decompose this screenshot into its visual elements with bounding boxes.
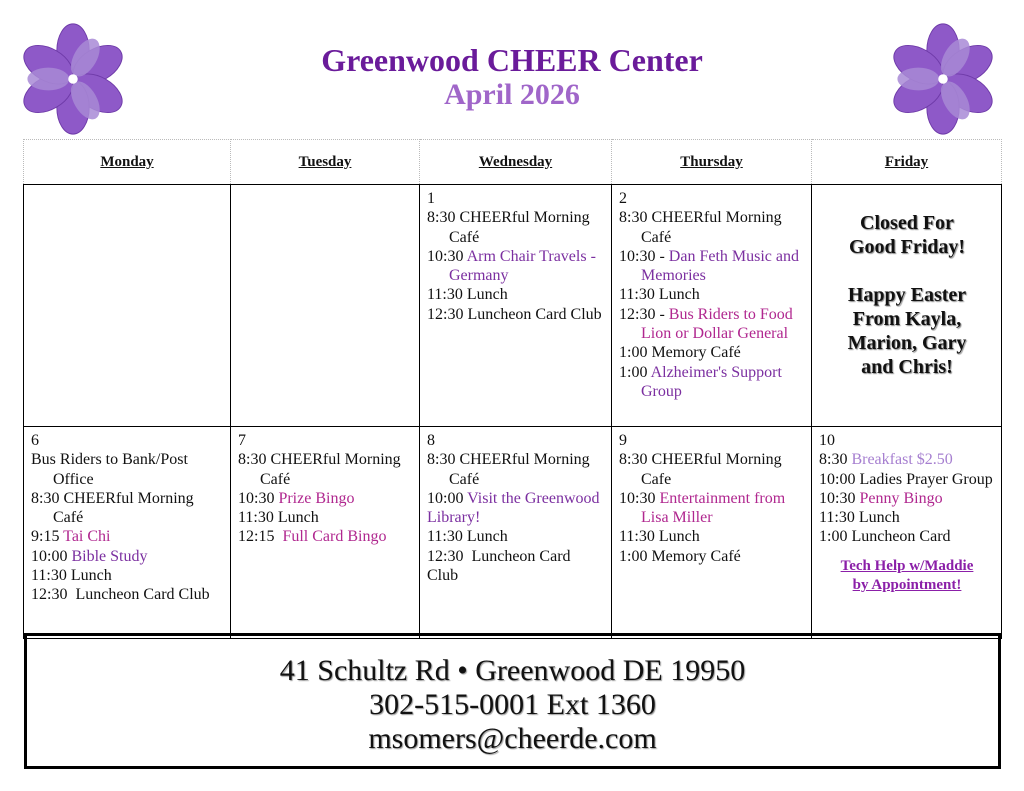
event-time: 8:30 CHEERful Morning [427, 209, 590, 227]
event-item [619, 547, 805, 566]
event-item [238, 527, 413, 546]
weekday-header-row [24, 140, 1002, 185]
event-item [31, 566, 224, 585]
event-time: 12:30 [427, 547, 464, 565]
event-text: Lunch [466, 286, 508, 304]
week-row [24, 427, 1002, 639]
event-item [31, 585, 224, 604]
event-text: Lunch [658, 286, 700, 304]
weekday-header: Monday [24, 140, 231, 185]
day-cell-mon-6 [24, 427, 231, 639]
event-text: Prize Bingo [278, 489, 355, 507]
event-item [238, 508, 413, 527]
day-number: 1 [427, 190, 435, 207]
day-cell-tue-7 [231, 427, 420, 639]
event-item [619, 285, 805, 304]
event-time: 12:15 [238, 528, 275, 546]
event-text: Café [260, 470, 291, 488]
event-text: Memory Café [651, 344, 741, 362]
event-time: 11:30 [819, 509, 855, 527]
event-text: Bible Study [71, 547, 148, 565]
event-time: 1:00 [619, 547, 648, 565]
event-time: 8:30 [819, 451, 848, 469]
event-item [427, 489, 605, 528]
event-text: Alzheimer's Support Group [641, 363, 782, 400]
event-item [619, 527, 805, 546]
event-item [238, 489, 413, 508]
tech-help-line[interactable]: Tech Help w/Maddie [840, 557, 974, 574]
event-time: 10:00 [427, 489, 464, 507]
event-text: Ladies Prayer Group [859, 470, 993, 488]
phone: 302-515-0001 Ext 1360 [369, 688, 656, 721]
event-text: Luncheon Card Club [467, 305, 602, 323]
day-cell-fri-closed [812, 185, 1002, 427]
event-time: 11:30 [427, 528, 463, 546]
event-text: Dan Feth Music and Memories [641, 247, 799, 285]
event-item [819, 527, 995, 546]
tech-help-link[interactable] [819, 557, 995, 595]
event-time: 10:00 [31, 547, 68, 565]
address: 41 Schultz Rd • Greenwood DE 19950 [279, 654, 746, 687]
event-item [427, 305, 605, 324]
event-item [238, 450, 413, 489]
notice-line: and Chris! [861, 356, 953, 378]
event-time: 1:00 [619, 363, 648, 381]
notice-line: From Kayla, [852, 308, 962, 330]
event-text: Full Card Bingo [282, 528, 387, 546]
weekday-header: Tuesday [231, 140, 420, 185]
event-time: 8:30 [31, 489, 60, 507]
event-text: Luncheon Card Club [75, 586, 210, 604]
event-time: 9:15 [31, 528, 60, 546]
weekday-header: Friday [812, 140, 1002, 185]
event-item [619, 363, 805, 402]
event-item [31, 547, 224, 566]
event-text: Tai Chi [63, 528, 111, 546]
day-number: 10 [819, 432, 835, 449]
event-text: Entertainment from Lisa Miller [641, 489, 786, 527]
event-time: 8:30 CHEERful Morning [238, 451, 401, 469]
day-number: 8 [427, 432, 435, 449]
event-item [427, 285, 605, 304]
notice-line: Closed For [860, 212, 954, 234]
event-time: 11:30 [619, 528, 655, 546]
day-cell-thu-2 [612, 185, 812, 427]
tech-help-line[interactable]: by Appointment! [852, 576, 962, 593]
event-item [619, 305, 805, 344]
event-text: Breakfast $2.50 [851, 451, 953, 469]
day-number: 7 [238, 432, 246, 449]
event-text: Bus Riders to Food Lion or Dollar General [641, 305, 793, 343]
event-time: 10:30 [238, 489, 275, 507]
event-time: 8:30 [619, 451, 648, 469]
event-text: CHEERful Morning Cafe [641, 451, 782, 488]
event-text: Café [449, 228, 480, 246]
event-item [427, 547, 605, 586]
event-item [619, 489, 805, 528]
event-time: 11:30 [427, 286, 463, 304]
day-cell-wed-1 [420, 185, 612, 427]
event-time: 10:30 [619, 489, 656, 507]
notice-line: Happy Easter [847, 284, 967, 306]
day-cell-wed-8 [420, 427, 612, 639]
event-item [819, 489, 995, 508]
event-text: Lunch [70, 567, 112, 585]
event-time: 10:30 [427, 247, 464, 265]
day-number: 9 [619, 432, 627, 449]
event-text: Arm Chair Travels - Germany [449, 247, 596, 285]
event-item [427, 247, 605, 286]
event-time: 10:00 [819, 470, 856, 488]
event-text: Lunch [277, 509, 319, 527]
event-item [819, 508, 995, 527]
event-time: 1:00 [619, 344, 648, 362]
weekday-header: Thursday [612, 140, 812, 185]
event-item [619, 343, 805, 362]
day-cell-empty [231, 185, 420, 427]
event-text: Luncheon Card Club [427, 547, 571, 585]
event-text: CHEERful Morning Café [53, 489, 194, 527]
event-item [619, 208, 805, 247]
notice-line: Marion, Gary [847, 332, 967, 354]
day-number: 2 [619, 190, 627, 207]
event-item [819, 470, 995, 489]
day-number: 6 [31, 432, 39, 449]
day-cell-fri-10 [812, 427, 1002, 639]
event-time: 8:30 [619, 209, 648, 227]
page-subtitle: April 2026 [444, 78, 580, 111]
event-time: 12:30 [31, 586, 68, 604]
event-item [427, 527, 605, 546]
event-time: 10:30 - [619, 247, 665, 265]
event-text: Bus Riders to Bank/Post Office [31, 451, 188, 488]
event-time: 1:00 [819, 528, 848, 546]
day-cell-thu-9 [612, 427, 812, 639]
event-text: Lunch [858, 509, 900, 527]
calendar-table [23, 139, 1002, 639]
event-time: 12:30 - [619, 305, 665, 323]
day-cell-empty [24, 185, 231, 427]
contact-footer [24, 633, 1001, 769]
email: msomers@cheerde.com [368, 722, 657, 755]
weekday-header: Wednesday [420, 140, 612, 185]
event-item [427, 450, 605, 489]
event-time: 11:30 [619, 286, 655, 304]
event-item [31, 489, 224, 528]
event-text: Visit the Greenwood Library! [427, 489, 600, 527]
event-text: Lunch [466, 528, 508, 546]
page-title: Greenwood CHEER Center [321, 42, 703, 78]
event-time: 11:30 [238, 509, 274, 527]
event-item [31, 527, 224, 546]
event-time: 10:30 [819, 489, 856, 507]
week-row [24, 185, 1002, 427]
event-text: Penny Bingo [859, 489, 943, 507]
event-time: 12:30 [427, 305, 464, 323]
event-item [819, 450, 995, 469]
notice-line: Good Friday! [848, 236, 966, 258]
event-text: CHEERful Morning Café [641, 209, 782, 246]
event-text: Luncheon Card [851, 528, 951, 546]
event-item [31, 450, 224, 489]
event-text: Memory Café [651, 547, 741, 565]
event-text: Café [449, 470, 480, 488]
closed-notice [819, 189, 995, 379]
event-item [427, 208, 605, 247]
event-time: 8:30 CHEERful Morning [427, 451, 590, 469]
event-time: 11:30 [31, 567, 67, 585]
event-item [619, 247, 805, 286]
event-text: Lunch [658, 528, 700, 546]
event-item [619, 450, 805, 489]
